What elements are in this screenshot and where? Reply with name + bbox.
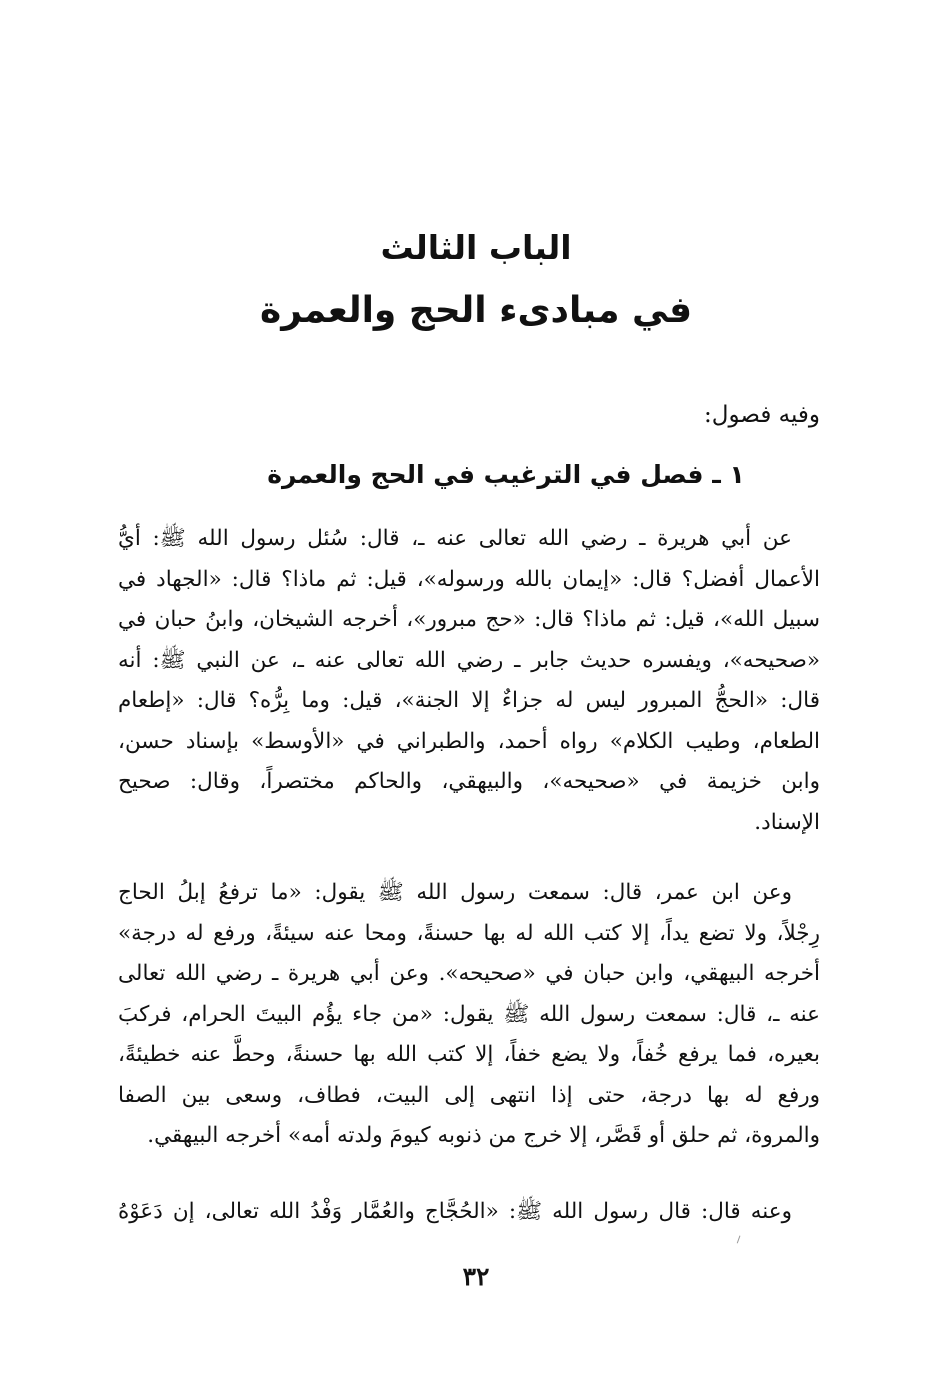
text-line: الإسناد. [754, 809, 820, 835]
text-line: رِجْلاً، ولا تضع يداً، إلا كتب الله له بها حسنةً، ومحا عنه سيئةً، ورفع له درجة» [118, 920, 820, 946]
text-line: الأعمال أفضل؟ قال: «إيمان بالله ورسوله»، قيل: ثم ماذا؟ قال: «الجهاد في [118, 566, 820, 592]
paragraph-3 [118, 1192, 820, 1233]
text-line: والمروة، ثم حلق أو قَصَّر، إلا خرج من ذنوبه كيومَ ولدته أمه» أخرجه البيهقي. [147, 1123, 820, 1148]
text-line: وعنه قال: قال رسول الله ﷺ: «الحُجَّاج والعُمَّار وَفْدُ الله تعالى، إن دَعَوْهُ [118, 1199, 792, 1224]
paragraph-2 [118, 873, 820, 1157]
scan-mark [737, 1236, 743, 1245]
text-line: سبيل الله»، قيل: ثم ماذا؟ قال: «حج مبرور»، أخرجه الشيخان، وابنُ حبان في [118, 607, 820, 632]
section-heading: ١ ـ فصل في الترغيب في الحج والعمرة [267, 460, 745, 489]
text-line: عن أبي هريرة ـ رضي الله تعالى عنه ـ، قال: سُئل رسول الله ﷺ: أيُّ [118, 526, 792, 551]
text-line: وابن خزيمة في «صحيحه»، والبيهقي، والحاكم مختصراً، وقال: صحيح [118, 769, 820, 794]
text-line: ورفع له بها درجة، حتى إذا انتهى إلى البيت، فطاف، وسعى بين الصفا [118, 1082, 820, 1108]
text-line: «صحيحه»، ويفسره حديث جابر ـ رضي الله تعالى عنه ـ، عن النبي ﷺ: أنه [118, 647, 820, 673]
intro-text: وفيه فصول: [704, 402, 820, 428]
chapter-label: الباب الثالث [380, 228, 572, 267]
page-number: ٣٢ [462, 1262, 490, 1291]
text-line: أخرجه البيهقي، وابن حبان في «صحيحه». وعن أبي هريرة ـ رضي الله تعالى [118, 961, 820, 986]
text-line: عنه ـ، قال: سمعت رسول الله ﷺ يقول: «من جاء يؤُم البيتَ الحرام، فركبَ [118, 1001, 820, 1027]
text-line: قال: «الحجُّ المبرور ليس له جزاءٌ إلا الجنة»، قيل: وما بِرُّه؟ قال: «إطعام [118, 688, 820, 713]
text-line: بعيره، فما يرفع خُفاً، ولا يضع خفاً، إلا كتب الله بها حسنةً، وحطَّ عنه خطيئةً، [118, 1042, 820, 1067]
text-line: الطعام، وطيب الكلام» رواه أحمد، والطبراني في «الأوسط» بإسناد حسن، [118, 728, 820, 754]
text-line: وعن ابن عمر، قال: سمعت رسول الله ﷺ يقول: «ما ترفعُ إبلُ الحاج [118, 880, 792, 905]
chapter-subtitle: في مبادىء الحج والعمرة [259, 290, 693, 331]
paragraph-1 [118, 519, 820, 843]
